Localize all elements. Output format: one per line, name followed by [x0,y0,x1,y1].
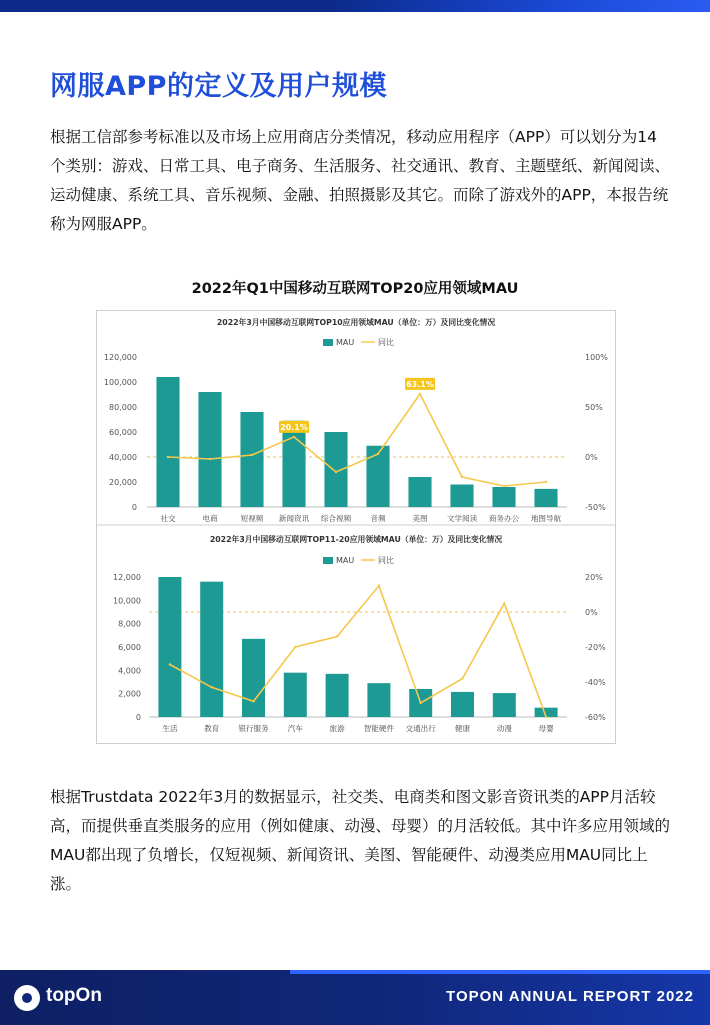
yoy-point [377,453,379,455]
yoy-point [545,481,547,483]
mau-bar [324,432,347,507]
x-category-label: 母婴 [538,724,554,733]
yoy-point [211,686,213,688]
y2-tick-label: 0% [585,608,598,617]
x-category-label: 综合视频 [320,514,352,523]
y2-tick-label: 0% [585,453,598,462]
y2-tick-label: -20% [585,643,606,652]
chart-title: 2022年3月中国移动互联网TOP10应用领域MAU（单位：万）及同比变化情况 [216,318,496,327]
mau-bar [200,582,223,717]
y-tick-label: 20,000 [109,478,137,487]
topon-logo-icon [14,985,40,1011]
chart-heading: 2022年Q1中国移动互联网TOP20应用领域MAU [191,281,519,297]
y2-tick-label: -40% [585,678,606,687]
yoy-point [545,716,547,718]
x-category-label: 银行服务 [238,724,269,733]
y-tick-label: 0 [131,503,137,512]
x-category-label: 短视频 [240,514,264,523]
x-category-label: 教育 [204,724,220,733]
y-tick-label: 80,000 [109,403,137,412]
y2-tick-label: 100% [585,353,608,362]
yoy-point [419,393,421,395]
y-tick-label: 100,000 [103,378,137,387]
yoy-point [169,663,171,665]
footer [0,970,710,1025]
x-category-label: 交通出行 [405,724,436,733]
y2-tick-label: 50% [585,403,603,412]
top-banner [0,0,710,12]
legend-label-yoy: 同比 [378,556,394,565]
yoy-line [170,586,546,717]
y2-tick-label: 20% [585,573,603,582]
legend-swatch-mau [323,557,333,564]
x-category-label: 新闻资讯 [278,514,310,523]
footer-logo-text: topOn [46,985,102,1006]
mau-bar [156,377,179,507]
mau-bar [493,693,516,717]
yoy-point [461,476,463,478]
mau-bar [326,674,349,717]
mau-bar [242,639,265,717]
x-category-label: 地图导航 [530,514,562,523]
y-tick-label: 6,000 [118,643,141,652]
x-category-label: 电商 [202,514,218,523]
mau-bar [284,673,307,717]
x-category-label: 美图 [412,514,428,523]
yoy-callout-label: 20.1% [280,422,308,432]
y-tick-label: 4,000 [118,666,141,676]
mau-bar [158,577,181,717]
mau-bar [534,489,557,507]
mau-bar [240,412,263,507]
yoy-point [503,602,505,604]
legend-label-mau: MAU [336,556,355,565]
yoy-point [335,471,337,473]
legend-swatch-mau [323,339,333,346]
yoy-point [251,454,253,456]
y2-tick-label: -50% [585,503,606,512]
y2-tick-label: -60% [585,713,606,722]
yoy-line [168,394,546,486]
mau-bar [282,421,305,507]
intro-paragraph: 根据工信部参考标准以及市场上应用商店分类情况，移动应用程序（APP）可以划分为14个类别：游戏、日常工具、电子商务、生活服务、社交通讯、教育、主题壁纸、新闻阅读、运动健康、系统工具、音乐视频、金融、拍照摄影及其它。而除了游戏外的APP，本报告统称为网服APP。 [50,128,671,233]
yoy-point [461,677,463,679]
chart-panel [96,310,616,744]
mau-bar [451,692,474,717]
mau-bar [492,487,515,507]
yoy-point [294,646,296,648]
top-banner-accent [330,0,710,12]
page-title: 网服APP的定义及用户规模 [50,71,387,102]
y-tick-label: 10,000 [113,596,141,606]
mau-bar [450,485,473,508]
x-category-label: 音频 [370,514,386,523]
yoy-point [420,702,422,704]
yoy-callout-label: 63.1% [406,379,434,389]
mau-bar [408,477,431,507]
y-tick-label: 120,000 [103,353,137,362]
yoy-point [252,700,254,702]
x-category-label: 动漫 [496,724,512,733]
x-category-label: 旅游 [329,724,345,733]
analysis-paragraph: 根据Trustdata 2022年3月的数据显示，社交类、电商类和图文影音资讯类的APP月活较高，而提供垂直类服务的应用（例如健康、动漫、母婴）的月活较低。其中许多应用领域的MAU都出现了负增长，仅短视频、新闻资讯、美图、智能硬件、动漫类应用MAU同比上涨。 [50,788,671,893]
yoy-point [293,436,295,438]
x-category-label: 社交 [160,514,176,523]
x-category-label: 汽车 [287,724,303,733]
yoy-point [209,458,211,460]
mau-bar [367,683,390,717]
yoy-point [378,585,380,587]
y-tick-label: 60,000 [109,428,137,437]
y-tick-label: 40,000 [109,453,137,462]
y-tick-label: 0 [135,713,141,722]
footer-report-title: TOPON ANNUAL REPORT 2022 [446,988,694,1005]
mau-charts [97,311,615,743]
y-tick-label: 12,000 [113,573,141,582]
chart-title: 2022年3月中国移动互联网TOP11-20应用领域MAU（单位：万）及同比变化情况 [209,535,503,544]
footer-stripe [290,970,710,974]
yoy-point [336,635,338,637]
x-category-label: 健康 [454,724,471,733]
x-category-label: 商务办公 [488,514,520,523]
x-category-label: 生活 [162,724,178,733]
y-tick-label: 2,000 [118,689,141,699]
yoy-point [503,485,505,487]
mau-bar [198,392,221,507]
y-tick-label: 8,000 [118,619,141,629]
yoy-point [167,456,169,458]
x-category-label: 智能硬件 [363,724,395,733]
x-category-label: 文学阅读 [446,514,478,523]
legend-label-mau: MAU [336,338,355,347]
legend-label-yoy: 同比 [378,338,394,347]
